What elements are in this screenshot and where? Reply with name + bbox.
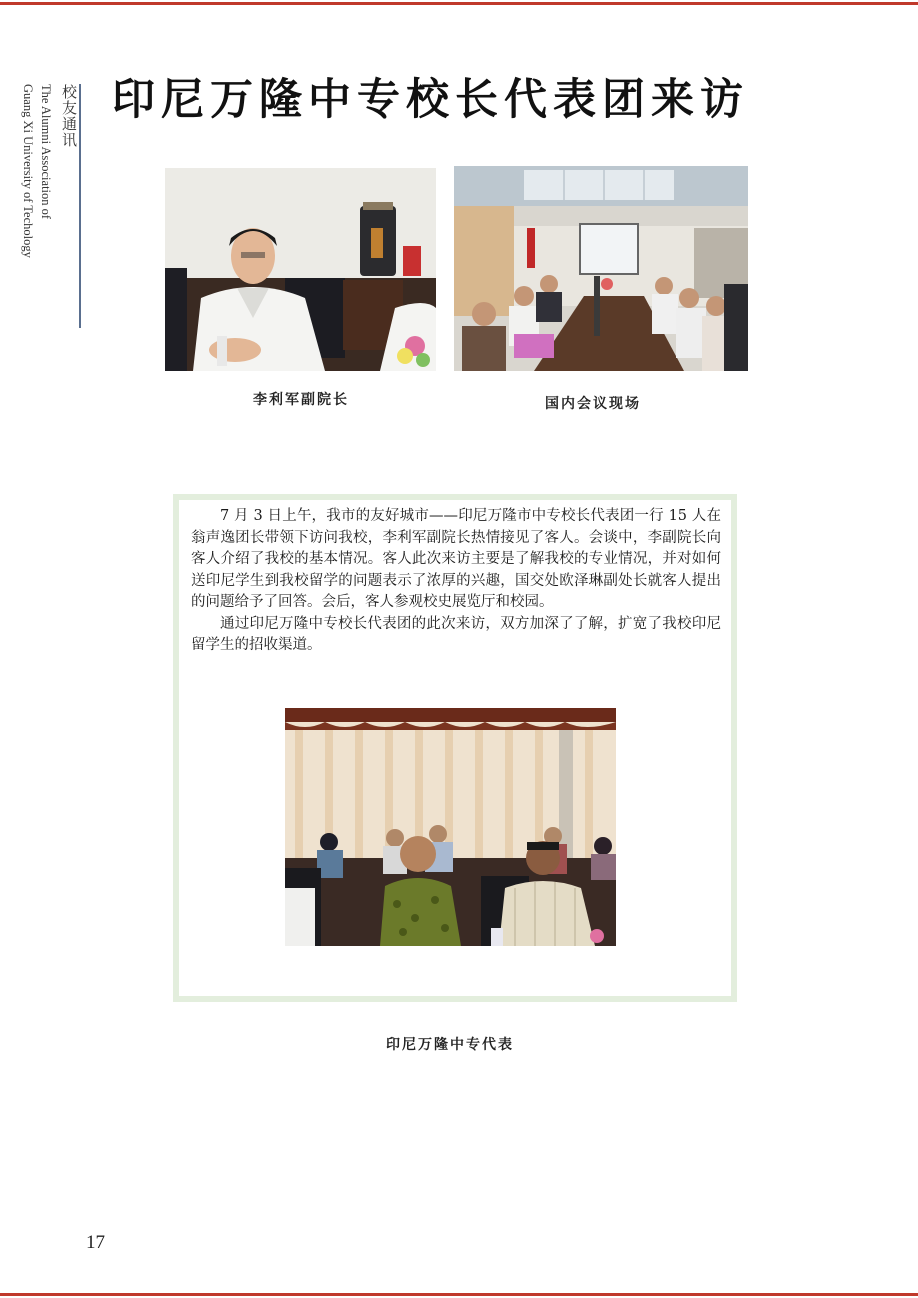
photo-delegation: [285, 708, 616, 946]
photo-delegation-illustration: [285, 708, 616, 946]
page-title: 印尼万隆中专校长代表团来访: [112, 75, 749, 125]
article-paragraph-2: 通过印尼万隆中专校长代表团的此次来访，双方加深了了解，扩宽了我校印尼留学生的招收渠道。: [191, 615, 721, 653]
photo-vice-president: [165, 168, 436, 371]
top-rule: [0, 2, 918, 5]
photo-meeting-room-caption: 国内会议现场: [545, 396, 641, 412]
photo-meeting-room-illustration: [454, 166, 748, 371]
photo-vice-president-illustration: [165, 168, 436, 371]
page-number: 17: [86, 1232, 105, 1253]
photo-meeting-room: [454, 166, 748, 371]
article-paragraph-1: 7 月 3 日上午，我市的友好城市——印尼万隆市中专校长代表团一行 15 人在翁声逸团长带领下访问我校，李利军副院长热情接见了客人。会谈中，李副院长向客人介绍了我校的基本情况。客人此次来访主要是了解我校的专业情况，并对如何送印尼学生到我校留学的问题表示了浓厚的兴趣，国交处欧泽琳副处长就客人提出的问题给予了回答。会后，客人参观校史展览厅和校园。: [191, 508, 721, 610]
article-body: [191, 506, 721, 657]
bottom-rule: [0, 1293, 918, 1296]
photo-vice-president-caption: 李利军副院长: [253, 392, 349, 408]
sidebar-en-line1: The Alumni Association of: [39, 84, 53, 220]
sidebar-en-line2: Guang Xi University of Techology: [21, 84, 35, 258]
sidebar-cn-title: 校友通讯: [60, 84, 76, 148]
sidebar-divider: [79, 84, 81, 328]
photo-delegation-caption: 印尼万隆中专代表: [386, 1037, 514, 1053]
sidebar-masthead: [18, 84, 82, 330]
